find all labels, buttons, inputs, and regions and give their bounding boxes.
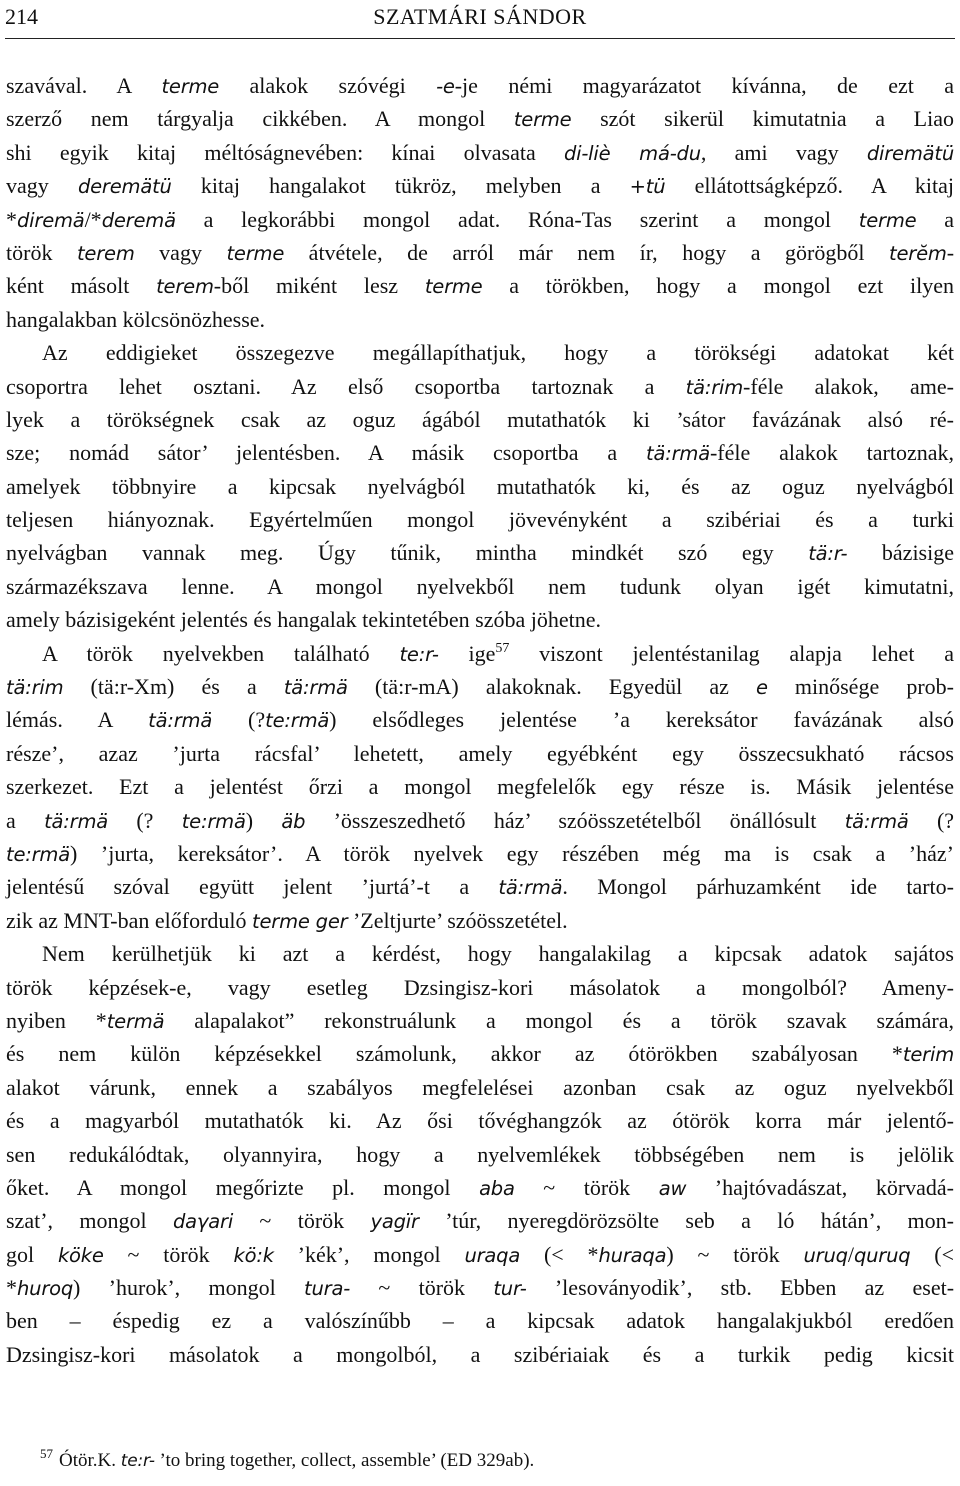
italic-term: kö:k [233,1243,274,1267]
text-line [6,269,954,302]
text-line [6,1071,954,1104]
italic-term: terĕm [889,241,947,265]
italic-term: aw [658,1176,687,1200]
italic-term: termä [106,1009,165,1033]
text-run: zik az MNT-ban előforduló [6,907,253,933]
italic-term: +tü [629,175,666,199]
text-run: ’kék’, mongol [273,1241,465,1267]
text-run: a legkorábbi mongol adat. Róna-Tas szerint a mongol [175,206,859,232]
text-run: - [946,239,955,265]
text-run: (< * [520,1241,599,1267]
text-run: ~ török [103,1241,234,1267]
header-rule [5,38,955,39]
text-line [6,1037,954,1070]
text-run: alakot várunk, ennek a szabályos megfelelései azonban csak az oguz nyelvekből [6,1074,954,1100]
text-line [6,937,954,970]
text-run: ellátottságképző. A kitaj [665,173,954,199]
text-run: lyek a törökségnek csak az oguz ágából mutathatók ki ’sátor favázának alsó ré- [6,406,954,432]
text-line [6,536,954,569]
text-run: amely bázisigeként jelentés és hangalak tekintetében szóba jöhetne. [6,607,601,633]
footnote-text: ’to bring together, collect, assemble’ (ED 329ab). [154,1450,535,1471]
text-line [6,1138,954,1171]
text-line [6,503,954,536]
text-run: ) [245,807,282,833]
text-run: sen redukálódtak, olyannyira, hogy a nyelvemlékek többségében nem is jelölik [6,1141,954,1167]
text-run: Az eddigieket összegezve megállapíthatjuk, hogy a törökségi adatokat két [42,340,954,366]
text-line [6,1104,954,1137]
text-run: , ami vagy [700,139,867,165]
text-run: ’túr, nyeregdörözsölte seb a ló hátán’, mon- [418,1208,955,1234]
text-run: csoportra lehet osztani. Az első csoportba tartoznak a [6,373,686,399]
italic-term: aba [479,1176,515,1200]
text-line [6,837,954,870]
text-run: -je némi magyarázatot kívánna, de ezt a [454,73,954,98]
text-run: jelentésű szóval együtt jelent ’jurtá’-t a [6,874,499,900]
italic-term: deremätü [77,175,172,199]
text-run: ’lesoványodik’, stb. Ebben az eset- [526,1275,955,1301]
italic-term: te:rmä [181,809,246,833]
text-run: és a magyarból mutathatók ki. Az ősi tővéghangzók az ótörök korra már jelentő- [6,1108,954,1134]
text-run: -ből miként lesz [213,273,425,299]
italic-term: te:r- [399,642,439,666]
text-line [6,570,954,603]
text-line [6,870,954,903]
text-run: (? [108,807,182,833]
text-run: / [847,1241,854,1267]
text-run: szat’, mongol [6,1208,173,1234]
text-run: * [6,206,17,232]
italic-term: terme [161,75,220,98]
italic-term: huroq [17,1277,74,1301]
italic-term: diremä [17,208,85,232]
footnote-number: 57 [40,1446,53,1461]
text-line [6,1338,954,1371]
text-run: szót sikerül kimutatnia a Liao [571,106,954,132]
running-header [5,2,955,32]
italic-term: tä:r- [808,542,848,566]
italic-term: terim [902,1043,954,1067]
italic-term: tur- [493,1277,527,1301]
italic-term: äb [281,809,306,833]
text-run: Dzsingisz-kori másolatok a mongolból, a szibériaiak és a turkik pedig kicsit [6,1341,954,1367]
text-run: (tä:r-Xm) és a [63,674,284,700]
italic-term: daγari [173,1210,234,1234]
italic-term: terem [76,241,135,265]
italic-term: tä:rmä [844,809,909,833]
text-line [6,737,954,770]
text-line [6,1004,954,1037]
text-run: -féle alakok, ame- [743,373,954,399]
text-run: alapalakot” rekonstruálunk a mongol és a török szavak számára, [164,1007,954,1033]
text-run: őket. A mongol megőrizte pl. mongol [6,1174,480,1200]
text-line [6,1171,954,1204]
text-run: -féle alakok tartoznak, [709,440,954,466]
text-run: a [916,206,954,232]
text-line [6,1271,954,1304]
footnote-text: Ótör.K. [59,1450,121,1471]
italic-term: uraqa [464,1243,521,1267]
text-line [6,637,954,670]
italic-term: -e [436,75,455,98]
text-run: nyelvágban vannak meg. Úgy tűnik, mintha mindkét szó egy [6,540,809,566]
italic-term: uruq [803,1243,848,1267]
text-line [6,703,954,736]
text-line [6,1204,954,1237]
text-run: teljesen hiányoznak. Egyértelműen mongol jövevényként a szibériai és a turki [6,507,954,533]
footnote [40,1448,940,1474]
text-run: shi egyik kitaj méltóságnevében: kínai olvasata [6,139,564,165]
text-line [6,403,954,436]
text-run: és nem külön képzésekkel számolunk, akkor az ótörökben szabályosan * [6,1041,903,1067]
text-run: a törökben, hogy a mongol ezt ilyen [482,273,954,299]
text-run: ) ’hurok’, mongol [73,1275,305,1301]
text-run: szavával. A [6,73,162,98]
body-text [6,69,954,1371]
text-run: török [6,239,77,265]
text-run: lémás. A [6,707,149,733]
italic-term: tä:rmä [148,709,213,733]
text-run: alakok szóvégi [219,73,437,98]
text-run: (tä:r-mA) alakoknak. Egyedül az [347,674,756,700]
text-run: hangalakban kölcsönözhesse. [6,306,266,332]
italic-term: terme ger [252,909,348,933]
text-line [6,603,954,636]
text-run: nyiben * [6,1007,107,1033]
italic-term: terme [424,275,483,299]
text-line [6,69,954,102]
text-run: vagy [6,173,78,199]
text-run: ben – éspedig ez a valószínűbb – a kipcsak adatok hangalakjukból eredően [6,1308,954,1334]
text-line [6,904,954,937]
italic-term: yagïr [370,1210,419,1234]
text-line [6,804,954,837]
text-run: ként másolt [6,273,157,299]
text-run: ~ török [233,1208,371,1234]
text-line [6,203,954,236]
italic-term: deremä [101,208,176,232]
text-run: ige [438,640,496,666]
italic-term: tä:rim [685,375,744,399]
text-run: a [6,807,45,833]
text-run: (? [908,807,955,833]
italic-term: te:rmä [6,842,70,866]
italic-term: terem [156,275,214,299]
italic-term: di-liè má-du [563,141,701,165]
text-line [6,436,954,469]
text-run: ~ török [514,1174,659,1200]
text-run: (< [910,1241,955,1267]
italic-term: tä:rim [6,676,64,700]
text-run: származékszava lenne. A mongol nyelvekből nem tudunk olyan igét kimutatni, [6,573,954,599]
italic-term: terme [858,208,917,232]
text-run: /* [84,206,102,232]
text-run: ) elsődleges jelentése ’a kereksátor favázának alsó [329,707,955,733]
italic-term: diremätü [866,141,954,165]
italic-term: tura- [304,1277,351,1301]
italic-term: tä:rmä [44,809,109,833]
italic-term: quruq [853,1243,911,1267]
text-line [6,169,954,202]
text-line [6,303,954,336]
text-run: szerző nem tárgyalja cikkében. A mongol [6,106,514,132]
text-run: gol [6,1241,58,1267]
text-run: ’hajtóvadászat, körvadá- [686,1174,955,1200]
italic-term: te:rmä [265,709,330,733]
italic-term: köke [57,1243,104,1267]
text-run: Nem kerülhetjük ki azt a kérdést, hogy hangalakilag a kipcsak adatok sajátos [42,941,954,967]
italic-term: tä:rmä [283,676,348,700]
text-line [6,102,954,135]
italic-term: tä:rmä [646,442,710,466]
text-line [6,336,954,369]
text-line [6,370,954,403]
text-line [6,971,954,1004]
text-run: ) ~ török [666,1241,804,1267]
text-run: minősége prob- [767,674,954,700]
text-line [6,1304,954,1337]
text-run: török képzések-e, vagy esetleg Dzsingisz-kori másolatok a mongolból? Ameny- [6,974,954,1000]
text-run: vagy [134,239,227,265]
text-run: (? [212,707,266,733]
text-run: ’Zeltjurte’ szóösszetétel. [347,907,568,933]
italic-term: e [755,676,768,700]
text-run: amelyek többnyire a kipcsak nyelvágból mutathatók ki, és az oguz nyelvágból [6,473,954,499]
italic-term: te:r- [120,1451,155,1471]
text-run: ~ török [350,1275,494,1301]
text-line [6,1238,954,1271]
italic-term: terme [226,241,285,265]
text-run: bázisige [847,540,954,566]
running-title: SZATMÁRI SÁNDOR [373,4,587,29]
text-run: szerkezet. Ezt a jelentést őrzi a mongol megfelelők egy része is. Másik jelentése [6,774,954,800]
text-run: sze; nomád sátor’ jelentésben. A másik csoportba a [6,440,647,466]
text-run: . Mongol párhuzamként ide tarto- [562,874,954,900]
text-line [6,670,954,703]
italic-term: tä:rmä [498,876,563,900]
text-run: része’, azaz ’jurta rácsfal’ lehetett, amely egyébként egy összecsukható rácsos [6,740,954,766]
footnote-reference: 57 [495,640,510,656]
text-run: kitaj hangalakot tükröz, melyben a [171,173,630,199]
text-run: ) ’jurta, kereksátor’. A török nyelvek egy részében még ma is csak a ’ház’ [69,840,954,866]
text-run: A török nyelvekben található [42,640,400,666]
text-line [6,236,954,269]
page-number: 214 [5,4,38,29]
text-run: * [6,1275,17,1301]
text-run: viszont jelentéstanilag alapja lehet a [509,640,954,666]
text-line [6,770,954,803]
text-run: átvétele, de arról már nem ír, hogy a görögből [284,239,890,265]
text-line [6,136,954,169]
text-line [6,470,954,503]
text-run: ’összeszedhető ház’ szóösszetételből önállósult [305,807,845,833]
italic-term: huraqa [598,1243,667,1267]
italic-term: terme [513,108,572,132]
